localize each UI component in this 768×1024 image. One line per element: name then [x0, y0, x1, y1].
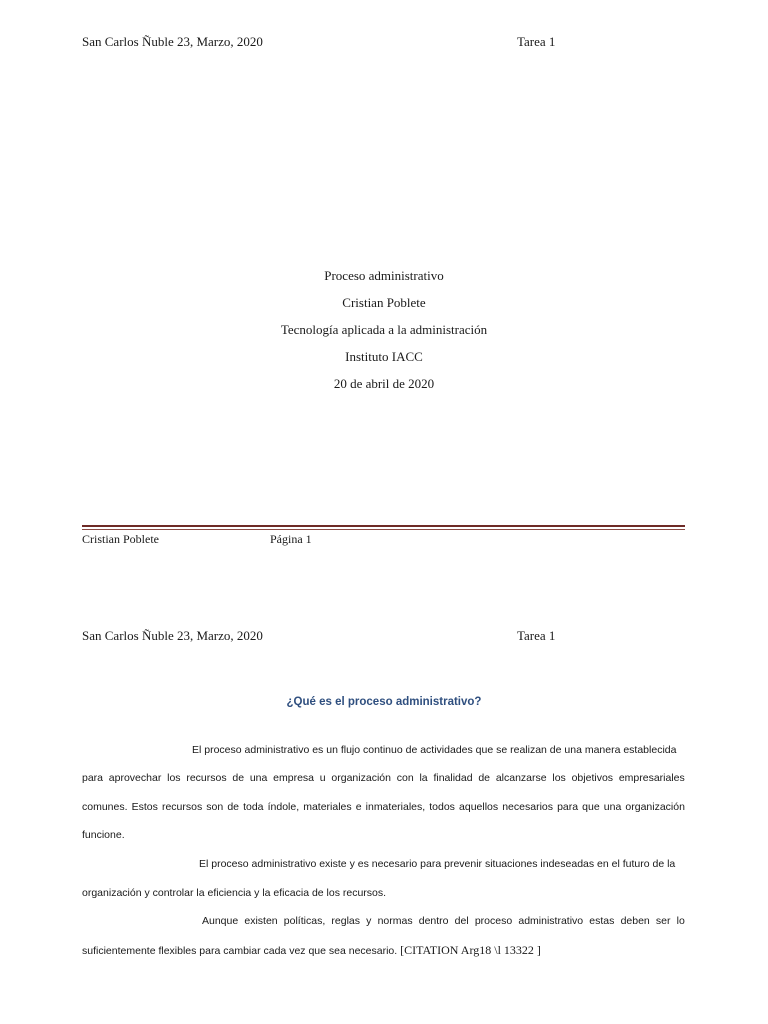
paragraph-2-line-1: El proceso administrativo existe y es necesario para prevenir situaciones indeseadas en el futuro de la — [199, 858, 676, 870]
paragraph-3-line-1-word: proceso — [474, 915, 513, 927]
paragraph-3-line-1-word: existen — [244, 915, 278, 927]
paragraph-3-line-1-word: reglas — [331, 915, 360, 927]
footer-rule-bottom — [82, 529, 685, 530]
paragraph-1-line-3-word: que — [582, 801, 600, 813]
paragraph-3-line-2-text: suficientemente flexibles para cambiar cada vez que sea necesario. — [82, 945, 398, 957]
paragraph-3-line-1-word: deben — [620, 915, 650, 927]
paragraph-3-line-1-word: ser — [655, 915, 671, 927]
paragraph-1-line-3-word: necesarios — [502, 801, 553, 813]
paragraph-1-line-2-word: los — [167, 772, 181, 784]
paragraph-1-line-3-word: recursos — [161, 801, 203, 813]
paragraph-1-line-2-word: aprovechar — [108, 772, 162, 784]
paragraph-1-line-3 — [82, 801, 685, 813]
paragraph-3-line-1-word: Aunque — [202, 915, 239, 927]
paragraph-1-line-1: El proceso administrativo es un flujo continuo de actividades que se realizan de una manera establecida — [192, 744, 677, 756]
title-date: 20 de abril de 2020 — [333, 376, 435, 391]
paragraph-1-line-2-word: u — [319, 772, 326, 784]
paragraph-1-line-3-word: comunes. — [82, 801, 128, 813]
paragraph-1-line-2-word: la — [419, 772, 428, 784]
paragraph-1-line-2-word: finalidad — [433, 772, 473, 784]
paragraph-1-line-3-word: todos — [429, 801, 455, 813]
title-author: Cristian Poblete — [342, 295, 426, 310]
paragraph-1-line-2-word: de — [478, 772, 491, 784]
paragraph-3-line-1-word: políticas, — [283, 915, 326, 927]
paragraph-1-line-2-word: con — [396, 772, 414, 784]
paragraph-1-line-3-word: son — [206, 801, 224, 813]
paragraph-1-line-2-word: empresa — [273, 772, 315, 784]
paragraph-1-line-3-word: toda — [243, 801, 264, 813]
citation-field: [CITATION Arg18 \l 13322 ] — [400, 943, 541, 957]
paragraph-3-line-1-word: dentro — [418, 915, 449, 927]
paragraph-1-line-2-word: una — [249, 772, 268, 784]
paragraph-3-line-1-word: lo — [676, 915, 685, 927]
paragraph-1-line-2-word: recursos — [186, 772, 227, 784]
paragraph-1-line-3-word: de — [227, 801, 239, 813]
page2-header-right: Tarea 1 — [517, 628, 556, 643]
paragraph-2-line-2: organización y controlar la eficiencia y la eficacia de los recursos. — [82, 887, 387, 899]
paragraph-1-line-2-word: objetivos — [571, 772, 614, 784]
paragraph-1-line-3-word: organización — [625, 801, 685, 813]
footer-author: Cristian Poblete — [82, 532, 159, 546]
paragraph-1-line-2 — [82, 772, 685, 784]
paragraph-3-line-2 — [82, 943, 685, 958]
paragraph-3-line-1-word: y — [366, 915, 372, 927]
paragraph-1-line-3-word: inmateriales, — [365, 801, 426, 813]
page2-header-left: San Carlos Ñuble 23, Marzo, 2020 — [82, 628, 263, 643]
paragraph-1-line-3-word: una — [603, 801, 622, 813]
paragraph-1-line-2-word: empresariales — [618, 772, 685, 784]
paragraph-1-line-2-word: para — [82, 772, 104, 784]
title-course: Tecnología aplicada a la administración — [280, 322, 488, 337]
paragraph-3-line-1-word: normas — [377, 915, 413, 927]
paragraph-1-line-3-word: para — [557, 801, 579, 813]
paragraph-3-line-1-word: administrativo — [518, 915, 584, 927]
paragraph-1-line-3-word: e — [355, 801, 362, 813]
paragraph-1-line-3-word: índole, — [267, 801, 300, 813]
paragraph-1-line-2-word: los — [552, 772, 566, 784]
paragraph-1-line-2-word: de — [232, 772, 245, 784]
paragraph-1-line-4: funcione. — [82, 829, 125, 841]
paragraph-1-line-3-word: materiales — [303, 801, 352, 813]
paragraph-1-line-2-word: alcanzarse — [495, 772, 547, 784]
footer-rule-top — [82, 525, 685, 527]
paragraph-3-line-1-word: estas — [589, 915, 615, 927]
page1-header-right: Tarea 1 — [517, 34, 556, 49]
paragraph-1-line-2-word: organización — [331, 772, 391, 784]
title-institution: Instituto IACC — [345, 349, 423, 364]
title-document: Proceso administrativo — [324, 268, 444, 283]
footer-page-number: Página 1 — [270, 532, 312, 546]
paragraph-3-line-1 — [82, 915, 685, 927]
section-heading: ¿Qué es el proceso administrativo? — [286, 696, 482, 708]
paragraph-1-line-3-word: Estos — [131, 801, 158, 813]
paragraph-3-line-1-word: del — [454, 915, 469, 927]
paragraph-1-line-3-word: aquellos — [459, 801, 499, 813]
page1-header-left: San Carlos Ñuble 23, Marzo, 2020 — [82, 34, 263, 49]
